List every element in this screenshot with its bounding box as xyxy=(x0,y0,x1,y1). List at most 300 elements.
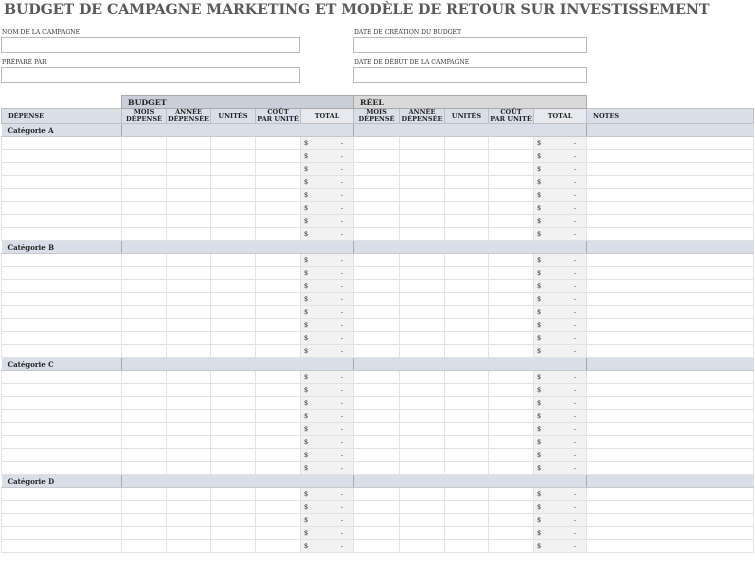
cout-cell[interactable] xyxy=(256,332,301,345)
actual-total-cell[interactable] xyxy=(534,462,587,475)
mois-reel-cell[interactable] xyxy=(354,228,400,241)
depense-cell[interactable] xyxy=(2,462,122,475)
annee-cell[interactable] xyxy=(167,423,211,436)
budget-total-cell[interactable] xyxy=(301,423,354,436)
unites-reel-cell[interactable] xyxy=(445,436,489,449)
depense-cell[interactable] xyxy=(2,527,122,540)
notes-cell[interactable] xyxy=(587,332,754,345)
annee-cell[interactable] xyxy=(167,267,211,280)
unites-reel-cell[interactable] xyxy=(445,215,489,228)
unites-reel-cell[interactable] xyxy=(445,163,489,176)
cout-cell[interactable] xyxy=(256,319,301,332)
unites-reel-cell[interactable] xyxy=(445,488,489,501)
unites-cell[interactable] xyxy=(211,345,256,358)
cout-reel-cell[interactable] xyxy=(489,410,534,423)
mois-cell[interactable] xyxy=(122,280,167,293)
cout-cell[interactable] xyxy=(256,462,301,475)
cout-cell[interactable] xyxy=(256,254,301,267)
cout-cell[interactable] xyxy=(256,306,301,319)
annee-reel-cell[interactable] xyxy=(400,332,445,345)
cout-cell[interactable] xyxy=(256,449,301,462)
actual-total-cell[interactable] xyxy=(534,202,587,215)
annee-reel-cell[interactable] xyxy=(400,449,445,462)
created-date-field[interactable] xyxy=(353,37,587,53)
unites-reel-cell[interactable] xyxy=(445,202,489,215)
annee-reel-cell[interactable] xyxy=(400,176,445,189)
prepared-by-field[interactable] xyxy=(1,67,300,83)
unites-cell[interactable] xyxy=(211,462,256,475)
depense-cell[interactable] xyxy=(2,228,122,241)
budget-total-cell[interactable] xyxy=(301,488,354,501)
budget-total-cell[interactable] xyxy=(301,410,354,423)
cout-cell[interactable] xyxy=(256,228,301,241)
budget-total-cell[interactable] xyxy=(301,280,354,293)
unites-reel-cell[interactable] xyxy=(445,449,489,462)
annee-reel-cell[interactable] xyxy=(400,215,445,228)
mois-cell[interactable] xyxy=(122,254,167,267)
depense-cell[interactable] xyxy=(2,449,122,462)
budget-total-cell[interactable] xyxy=(301,163,354,176)
mois-cell[interactable] xyxy=(122,410,167,423)
cout-reel-cell[interactable] xyxy=(489,514,534,527)
cout-cell[interactable] xyxy=(256,540,301,553)
depense-cell[interactable] xyxy=(2,215,122,228)
mois-reel-cell[interactable] xyxy=(354,410,400,423)
mois-reel-cell[interactable] xyxy=(354,384,400,397)
unites-cell[interactable] xyxy=(211,397,256,410)
notes-cell[interactable] xyxy=(587,449,754,462)
actual-total-cell[interactable] xyxy=(534,306,587,319)
depense-cell[interactable] xyxy=(2,267,122,280)
unites-cell[interactable] xyxy=(211,501,256,514)
annee-reel-cell[interactable] xyxy=(400,254,445,267)
notes-cell[interactable] xyxy=(587,280,754,293)
mois-reel-cell[interactable] xyxy=(354,397,400,410)
annee-reel-cell[interactable] xyxy=(400,267,445,280)
mois-cell[interactable] xyxy=(122,462,167,475)
depense-cell[interactable] xyxy=(2,397,122,410)
actual-total-cell[interactable] xyxy=(534,345,587,358)
annee-reel-cell[interactable] xyxy=(400,137,445,150)
unites-reel-cell[interactable] xyxy=(445,137,489,150)
unites-reel-cell[interactable] xyxy=(445,332,489,345)
mois-reel-cell[interactable] xyxy=(354,267,400,280)
actual-total-cell[interactable] xyxy=(534,228,587,241)
cout-reel-cell[interactable] xyxy=(489,488,534,501)
actual-total-cell[interactable] xyxy=(534,410,587,423)
cout-reel-cell[interactable] xyxy=(489,293,534,306)
unites-cell[interactable] xyxy=(211,137,256,150)
actual-total-cell[interactable] xyxy=(534,449,587,462)
depense-cell[interactable] xyxy=(2,410,122,423)
mois-cell[interactable] xyxy=(122,514,167,527)
start-date-field[interactable] xyxy=(353,67,587,83)
cout-reel-cell[interactable] xyxy=(489,462,534,475)
actual-total-cell[interactable] xyxy=(534,436,587,449)
annee-reel-cell[interactable] xyxy=(400,280,445,293)
cout-reel-cell[interactable] xyxy=(489,384,534,397)
annee-cell[interactable] xyxy=(167,163,211,176)
annee-reel-cell[interactable] xyxy=(400,319,445,332)
mois-cell[interactable] xyxy=(122,436,167,449)
mois-reel-cell[interactable] xyxy=(354,254,400,267)
annee-cell[interactable] xyxy=(167,319,211,332)
annee-cell[interactable] xyxy=(167,501,211,514)
budget-total-cell[interactable] xyxy=(301,267,354,280)
annee-cell[interactable] xyxy=(167,410,211,423)
annee-reel-cell[interactable] xyxy=(400,501,445,514)
actual-total-cell[interactable] xyxy=(534,423,587,436)
cout-cell[interactable] xyxy=(256,488,301,501)
unites-reel-cell[interactable] xyxy=(445,410,489,423)
unites-reel-cell[interactable] xyxy=(445,462,489,475)
notes-cell[interactable] xyxy=(587,254,754,267)
notes-cell[interactable] xyxy=(587,202,754,215)
notes-cell[interactable] xyxy=(587,514,754,527)
budget-total-cell[interactable] xyxy=(301,449,354,462)
mois-cell[interactable] xyxy=(122,332,167,345)
cout-cell[interactable] xyxy=(256,137,301,150)
notes-cell[interactable] xyxy=(587,215,754,228)
unites-reel-cell[interactable] xyxy=(445,501,489,514)
depense-cell[interactable] xyxy=(2,176,122,189)
depense-cell[interactable] xyxy=(2,488,122,501)
cout-cell[interactable] xyxy=(256,176,301,189)
mois-reel-cell[interactable] xyxy=(354,527,400,540)
annee-reel-cell[interactable] xyxy=(400,306,445,319)
unites-cell[interactable] xyxy=(211,540,256,553)
actual-total-cell[interactable] xyxy=(534,397,587,410)
notes-cell[interactable] xyxy=(587,293,754,306)
depense-cell[interactable] xyxy=(2,345,122,358)
annee-cell[interactable] xyxy=(167,527,211,540)
cout-reel-cell[interactable] xyxy=(489,345,534,358)
notes-cell[interactable] xyxy=(587,137,754,150)
mois-reel-cell[interactable] xyxy=(354,293,400,306)
notes-cell[interactable] xyxy=(587,371,754,384)
cout-reel-cell[interactable] xyxy=(489,436,534,449)
actual-total-cell[interactable] xyxy=(534,215,587,228)
cout-reel-cell[interactable] xyxy=(489,280,534,293)
unites-cell[interactable] xyxy=(211,228,256,241)
unites-reel-cell[interactable] xyxy=(445,423,489,436)
unites-cell[interactable] xyxy=(211,371,256,384)
annee-reel-cell[interactable] xyxy=(400,423,445,436)
unites-reel-cell[interactable] xyxy=(445,189,489,202)
depense-cell[interactable] xyxy=(2,163,122,176)
cout-cell[interactable] xyxy=(256,514,301,527)
actual-total-cell[interactable] xyxy=(534,176,587,189)
notes-cell[interactable] xyxy=(587,319,754,332)
cout-reel-cell[interactable] xyxy=(489,306,534,319)
unites-reel-cell[interactable] xyxy=(445,384,489,397)
depense-cell[interactable] xyxy=(2,436,122,449)
unites-cell[interactable] xyxy=(211,215,256,228)
cout-cell[interactable] xyxy=(256,501,301,514)
actual-total-cell[interactable] xyxy=(534,540,587,553)
budget-total-cell[interactable] xyxy=(301,189,354,202)
cout-reel-cell[interactable] xyxy=(489,501,534,514)
cout-cell[interactable] xyxy=(256,397,301,410)
mois-cell[interactable] xyxy=(122,540,167,553)
mois-cell[interactable] xyxy=(122,176,167,189)
cout-cell[interactable] xyxy=(256,410,301,423)
notes-cell[interactable] xyxy=(587,306,754,319)
actual-total-cell[interactable] xyxy=(534,527,587,540)
actual-total-cell[interactable] xyxy=(534,332,587,345)
annee-cell[interactable] xyxy=(167,293,211,306)
notes-cell[interactable] xyxy=(587,540,754,553)
depense-cell[interactable] xyxy=(2,540,122,553)
unites-cell[interactable] xyxy=(211,163,256,176)
cout-reel-cell[interactable] xyxy=(489,137,534,150)
depense-cell[interactable] xyxy=(2,371,122,384)
mois-cell[interactable] xyxy=(122,267,167,280)
annee-cell[interactable] xyxy=(167,215,211,228)
annee-cell[interactable] xyxy=(167,254,211,267)
mois-reel-cell[interactable] xyxy=(354,540,400,553)
mois-cell[interactable] xyxy=(122,215,167,228)
mois-cell[interactable] xyxy=(122,163,167,176)
cout-reel-cell[interactable] xyxy=(489,397,534,410)
annee-reel-cell[interactable] xyxy=(400,189,445,202)
actual-total-cell[interactable] xyxy=(534,488,587,501)
unites-reel-cell[interactable] xyxy=(445,306,489,319)
cout-cell[interactable] xyxy=(256,436,301,449)
cout-cell[interactable] xyxy=(256,384,301,397)
cout-cell[interactable] xyxy=(256,150,301,163)
budget-total-cell[interactable] xyxy=(301,540,354,553)
budget-total-cell[interactable] xyxy=(301,306,354,319)
notes-cell[interactable] xyxy=(587,488,754,501)
unites-reel-cell[interactable] xyxy=(445,514,489,527)
mois-cell[interactable] xyxy=(122,501,167,514)
unites-cell[interactable] xyxy=(211,150,256,163)
mois-cell[interactable] xyxy=(122,319,167,332)
cout-cell[interactable] xyxy=(256,293,301,306)
budget-total-cell[interactable] xyxy=(301,384,354,397)
mois-reel-cell[interactable] xyxy=(354,319,400,332)
unites-reel-cell[interactable] xyxy=(445,540,489,553)
mois-reel-cell[interactable] xyxy=(354,449,400,462)
mois-reel-cell[interactable] xyxy=(354,501,400,514)
notes-cell[interactable] xyxy=(587,501,754,514)
depense-cell[interactable] xyxy=(2,254,122,267)
annee-reel-cell[interactable] xyxy=(400,488,445,501)
unites-reel-cell[interactable] xyxy=(445,527,489,540)
notes-cell[interactable] xyxy=(587,163,754,176)
annee-cell[interactable] xyxy=(167,345,211,358)
depense-cell[interactable] xyxy=(2,514,122,527)
notes-cell[interactable] xyxy=(587,384,754,397)
notes-cell[interactable] xyxy=(587,397,754,410)
mois-cell[interactable] xyxy=(122,488,167,501)
mois-cell[interactable] xyxy=(122,371,167,384)
unites-cell[interactable] xyxy=(211,293,256,306)
cout-reel-cell[interactable] xyxy=(489,228,534,241)
mois-reel-cell[interactable] xyxy=(354,150,400,163)
budget-total-cell[interactable] xyxy=(301,514,354,527)
campaign-name-field[interactable] xyxy=(1,37,300,53)
annee-cell[interactable] xyxy=(167,332,211,345)
actual-total-cell[interactable] xyxy=(534,501,587,514)
unites-cell[interactable] xyxy=(211,488,256,501)
cout-reel-cell[interactable] xyxy=(489,371,534,384)
mois-reel-cell[interactable] xyxy=(354,436,400,449)
depense-cell[interactable] xyxy=(2,150,122,163)
cout-cell[interactable] xyxy=(256,371,301,384)
notes-cell[interactable] xyxy=(587,267,754,280)
mois-reel-cell[interactable] xyxy=(354,345,400,358)
annee-cell[interactable] xyxy=(167,280,211,293)
annee-reel-cell[interactable] xyxy=(400,384,445,397)
unites-cell[interactable] xyxy=(211,423,256,436)
annee-reel-cell[interactable] xyxy=(400,202,445,215)
budget-total-cell[interactable] xyxy=(301,501,354,514)
cout-reel-cell[interactable] xyxy=(489,189,534,202)
mois-reel-cell[interactable] xyxy=(354,280,400,293)
budget-total-cell[interactable] xyxy=(301,527,354,540)
unites-reel-cell[interactable] xyxy=(445,345,489,358)
unites-reel-cell[interactable] xyxy=(445,228,489,241)
notes-cell[interactable] xyxy=(587,189,754,202)
mois-reel-cell[interactable] xyxy=(354,202,400,215)
unites-reel-cell[interactable] xyxy=(445,254,489,267)
mois-reel-cell[interactable] xyxy=(354,423,400,436)
mois-reel-cell[interactable] xyxy=(354,332,400,345)
mois-cell[interactable] xyxy=(122,397,167,410)
cout-reel-cell[interactable] xyxy=(489,267,534,280)
mois-reel-cell[interactable] xyxy=(354,163,400,176)
actual-total-cell[interactable] xyxy=(534,254,587,267)
cout-cell[interactable] xyxy=(256,280,301,293)
depense-cell[interactable] xyxy=(2,189,122,202)
unites-cell[interactable] xyxy=(211,189,256,202)
actual-total-cell[interactable] xyxy=(534,371,587,384)
depense-cell[interactable] xyxy=(2,280,122,293)
budget-total-cell[interactable] xyxy=(301,345,354,358)
unites-reel-cell[interactable] xyxy=(445,293,489,306)
actual-total-cell[interactable] xyxy=(534,189,587,202)
actual-total-cell[interactable] xyxy=(534,293,587,306)
cout-reel-cell[interactable] xyxy=(489,215,534,228)
depense-cell[interactable] xyxy=(2,137,122,150)
unites-reel-cell[interactable] xyxy=(445,319,489,332)
budget-total-cell[interactable] xyxy=(301,397,354,410)
actual-total-cell[interactable] xyxy=(534,267,587,280)
budget-total-cell[interactable] xyxy=(301,137,354,150)
budget-total-cell[interactable] xyxy=(301,436,354,449)
cout-reel-cell[interactable] xyxy=(489,540,534,553)
annee-reel-cell[interactable] xyxy=(400,371,445,384)
mois-reel-cell[interactable] xyxy=(354,215,400,228)
unites-cell[interactable] xyxy=(211,449,256,462)
depense-cell[interactable] xyxy=(2,332,122,345)
annee-reel-cell[interactable] xyxy=(400,397,445,410)
unites-reel-cell[interactable] xyxy=(445,150,489,163)
unites-cell[interactable] xyxy=(211,306,256,319)
cout-cell[interactable] xyxy=(256,202,301,215)
depense-cell[interactable] xyxy=(2,202,122,215)
annee-reel-cell[interactable] xyxy=(400,345,445,358)
annee-cell[interactable] xyxy=(167,397,211,410)
mois-cell[interactable] xyxy=(122,150,167,163)
notes-cell[interactable] xyxy=(587,436,754,449)
annee-cell[interactable] xyxy=(167,371,211,384)
unites-cell[interactable] xyxy=(211,254,256,267)
annee-reel-cell[interactable] xyxy=(400,540,445,553)
cout-reel-cell[interactable] xyxy=(489,527,534,540)
depense-cell[interactable] xyxy=(2,319,122,332)
unites-cell[interactable] xyxy=(211,436,256,449)
cout-reel-cell[interactable] xyxy=(489,332,534,345)
annee-reel-cell[interactable] xyxy=(400,228,445,241)
depense-cell[interactable] xyxy=(2,501,122,514)
cout-reel-cell[interactable] xyxy=(489,150,534,163)
unites-cell[interactable] xyxy=(211,176,256,189)
actual-total-cell[interactable] xyxy=(534,137,587,150)
mois-cell[interactable] xyxy=(122,137,167,150)
unites-cell[interactable] xyxy=(211,384,256,397)
annee-cell[interactable] xyxy=(167,488,211,501)
budget-total-cell[interactable] xyxy=(301,371,354,384)
annee-cell[interactable] xyxy=(167,514,211,527)
unites-reel-cell[interactable] xyxy=(445,371,489,384)
mois-reel-cell[interactable] xyxy=(354,488,400,501)
actual-total-cell[interactable] xyxy=(534,319,587,332)
annee-cell[interactable] xyxy=(167,137,211,150)
annee-reel-cell[interactable] xyxy=(400,150,445,163)
unites-cell[interactable] xyxy=(211,280,256,293)
cout-reel-cell[interactable] xyxy=(489,176,534,189)
unites-cell[interactable] xyxy=(211,319,256,332)
actual-total-cell[interactable] xyxy=(534,150,587,163)
mois-cell[interactable] xyxy=(122,527,167,540)
annee-cell[interactable] xyxy=(167,202,211,215)
annee-cell[interactable] xyxy=(167,306,211,319)
budget-total-cell[interactable] xyxy=(301,462,354,475)
cout-cell[interactable] xyxy=(256,215,301,228)
unites-reel-cell[interactable] xyxy=(445,280,489,293)
budget-total-cell[interactable] xyxy=(301,176,354,189)
cout-cell[interactable] xyxy=(256,527,301,540)
budget-total-cell[interactable] xyxy=(301,150,354,163)
mois-cell[interactable] xyxy=(122,306,167,319)
annee-cell[interactable] xyxy=(167,228,211,241)
unites-cell[interactable] xyxy=(211,202,256,215)
notes-cell[interactable] xyxy=(587,150,754,163)
cout-reel-cell[interactable] xyxy=(489,202,534,215)
actual-total-cell[interactable] xyxy=(534,280,587,293)
annee-cell[interactable] xyxy=(167,436,211,449)
cout-cell[interactable] xyxy=(256,267,301,280)
budget-total-cell[interactable] xyxy=(301,215,354,228)
mois-cell[interactable] xyxy=(122,423,167,436)
mois-cell[interactable] xyxy=(122,345,167,358)
cout-cell[interactable] xyxy=(256,189,301,202)
mois-cell[interactable] xyxy=(122,293,167,306)
actual-total-cell[interactable] xyxy=(534,163,587,176)
unites-reel-cell[interactable] xyxy=(445,397,489,410)
mois-reel-cell[interactable] xyxy=(354,462,400,475)
depense-cell[interactable] xyxy=(2,293,122,306)
notes-cell[interactable] xyxy=(587,423,754,436)
notes-cell[interactable] xyxy=(587,462,754,475)
budget-total-cell[interactable] xyxy=(301,228,354,241)
budget-total-cell[interactable] xyxy=(301,332,354,345)
mois-reel-cell[interactable] xyxy=(354,137,400,150)
notes-cell[interactable] xyxy=(587,176,754,189)
